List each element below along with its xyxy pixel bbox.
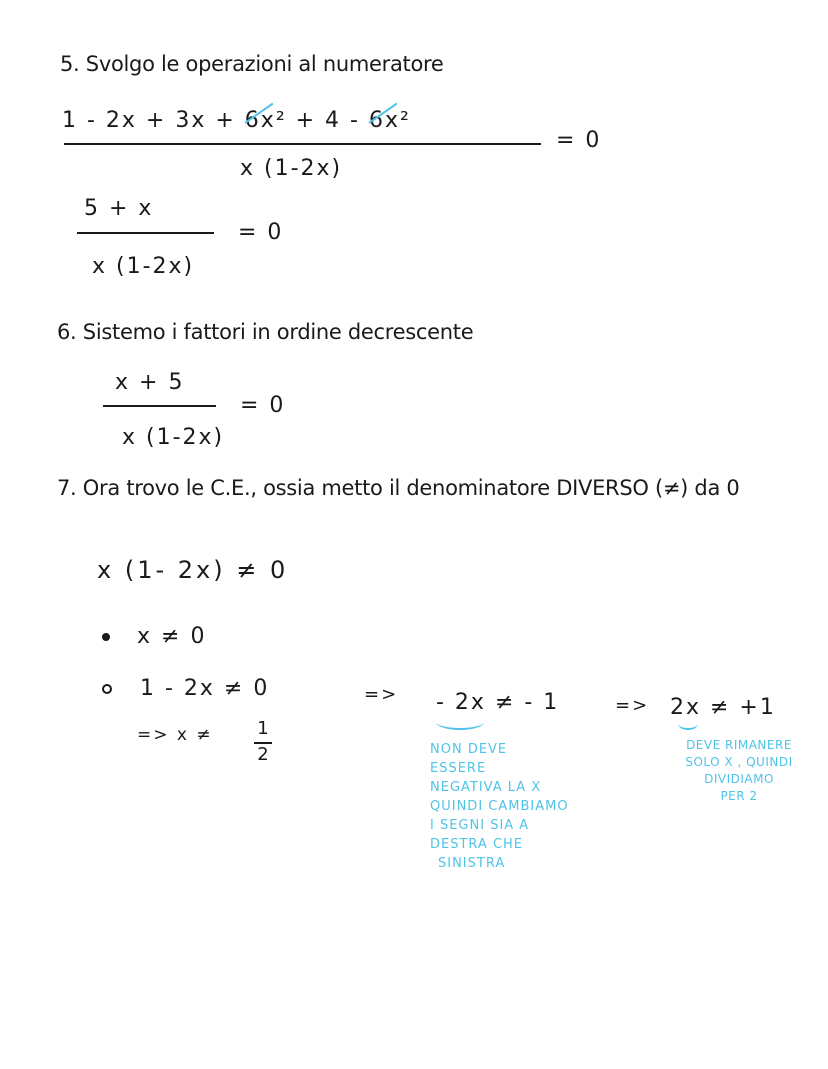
step5-rhs: = 0: [556, 128, 602, 153]
note-line: DEVE RIMANERE: [686, 738, 792, 752]
step7-condition: x (1- 2x) ≠ 0: [97, 556, 289, 584]
step7-bullet1: x ≠ 0: [137, 624, 207, 649]
annotation-curve: [436, 714, 484, 730]
note-line: NON DEVE: [430, 742, 508, 757]
note-line: QUINDI CAMBIAMO: [430, 799, 569, 814]
note-line: PER 2: [720, 789, 758, 803]
step6-numerator: x + 5: [115, 370, 185, 395]
step6-rhs: = 0: [240, 393, 286, 418]
fraction-bar: [64, 143, 541, 145]
step6-denominator: x (1-2x): [122, 425, 225, 450]
step5-numerator-part-a: 1 - 2x + 3x +: [62, 108, 245, 133]
step5-numerator-part-d: 6x²: [369, 108, 411, 133]
step7-heading: 7. Ora trovo le C.E., ossia metto il denominatore DIVERSO (≠) da 0: [57, 476, 740, 500]
step7-middle: - 2x ≠ - 1: [436, 690, 560, 715]
annotation-note-middle: [430, 740, 569, 873]
step6-heading: 6. Sistemo i fattori in ordine decrescente: [57, 320, 474, 344]
step5-numerator-part-b: 6x²: [245, 108, 287, 133]
step5-denominator: x (1-2x): [240, 156, 343, 181]
step5-numerator-part-c: + 4 -: [286, 108, 369, 133]
implies-arrow: =>: [364, 684, 399, 705]
note-line: DIVIDIAMO: [704, 772, 774, 786]
annotation-curve: [678, 718, 698, 730]
step7-right: 2x ≠ +1: [670, 695, 776, 720]
result-fraction-denominator: 2: [257, 744, 269, 765]
implies-arrow: =>: [615, 695, 650, 716]
step7-result-prefix: => x ≠: [137, 725, 213, 745]
fraction-bar: [103, 405, 216, 407]
result-fraction-numerator: 1: [257, 718, 269, 739]
note-line: SINISTRA: [438, 856, 506, 871]
step5-simplified-denominator: x (1-2x): [92, 254, 195, 279]
step5-simplified-numerator: 5 + x: [84, 196, 154, 221]
note-line: ESSERE: [430, 761, 487, 776]
note-line: I SEGNI SIA A: [430, 818, 530, 833]
step5-simplified-rhs: = 0: [238, 220, 284, 245]
note-line: DESTRA CHE: [430, 837, 524, 852]
step7-bullet2: 1 - 2x ≠ 0: [140, 676, 270, 701]
fraction-bar: [77, 232, 214, 234]
bullet-hollow: [102, 684, 112, 694]
note-line: SOLO X , QUINDI: [685, 755, 793, 769]
annotation-note-right: [664, 737, 814, 805]
note-line: NEGATIVA LA X: [430, 780, 542, 795]
step5-numerator: [62, 108, 411, 133]
bullet-filled: [102, 633, 110, 641]
step5-heading: 5. Svolgo le operazioni al numeratore: [60, 52, 444, 76]
